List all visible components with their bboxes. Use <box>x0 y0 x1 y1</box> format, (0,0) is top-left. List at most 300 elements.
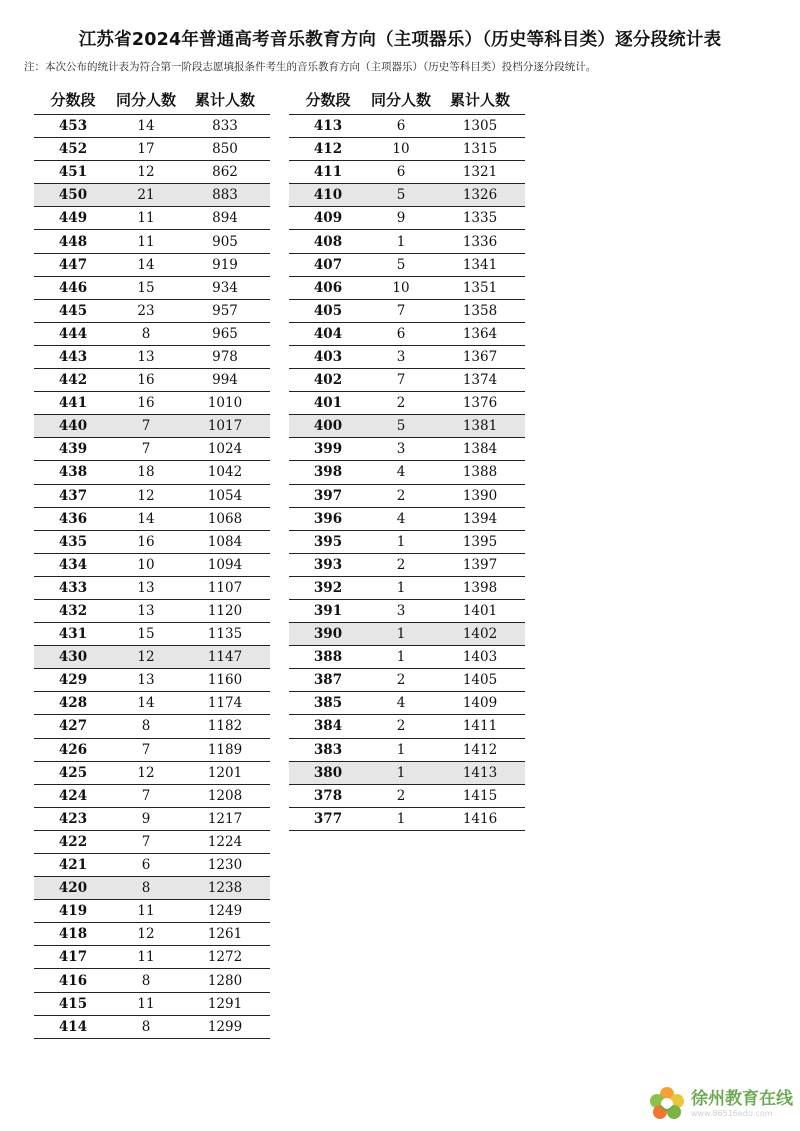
cell-score: 406 <box>313 279 343 296</box>
cell-score: 395 <box>313 533 343 550</box>
table-row <box>34 461 270 484</box>
cell-score: 432 <box>58 603 88 620</box>
cell-same-count: 8 <box>141 972 151 989</box>
cell-same-count: 6 <box>396 325 406 342</box>
cell-cumulative: 1010 <box>207 395 243 412</box>
cell-score: 405 <box>313 302 343 319</box>
cell-score: 453 <box>58 118 88 135</box>
cell-cumulative: 1376 <box>462 395 498 412</box>
table-row <box>34 739 270 762</box>
cell-cumulative: 1217 <box>207 810 243 827</box>
cell-cumulative: 1326 <box>462 187 498 204</box>
cell-score: 409 <box>313 210 343 227</box>
cell-score: 398 <box>313 464 343 481</box>
cell-cumulative: 1238 <box>207 880 243 897</box>
cell-cumulative: 1405 <box>462 672 498 689</box>
cell-score: 435 <box>58 533 88 550</box>
cell-score: 380 <box>313 764 343 781</box>
table-header <box>289 84 525 114</box>
cell-cumulative: 1084 <box>207 533 243 550</box>
cell-cumulative: 1341 <box>462 256 498 273</box>
cell-same-count: 8 <box>141 718 151 735</box>
cell-score: 433 <box>58 579 88 596</box>
cell-score: 396 <box>313 510 343 527</box>
cell-cumulative: 1024 <box>207 441 243 458</box>
table-row <box>289 392 525 415</box>
cell-score: 411 <box>313 164 343 181</box>
cell-same-count: 17 <box>137 141 155 158</box>
cell-same-count: 11 <box>137 903 155 920</box>
table-row <box>34 808 270 831</box>
table-row <box>289 762 525 785</box>
cell-same-count: 7 <box>141 833 151 850</box>
cell-cumulative: 1280 <box>207 972 243 989</box>
header-same-count: 同分人数 <box>115 90 176 109</box>
cell-score: 426 <box>58 741 88 758</box>
cell-score: 403 <box>313 348 343 365</box>
table-row <box>34 392 270 415</box>
cell-cumulative: 1416 <box>462 810 498 827</box>
cell-score: 392 <box>313 579 343 596</box>
table-row <box>34 323 270 346</box>
table-row <box>289 115 525 138</box>
cell-same-count: 7 <box>396 372 406 389</box>
table-row <box>34 485 270 508</box>
cell-score: 397 <box>313 487 343 504</box>
cell-score: 415 <box>58 995 88 1012</box>
cell-same-count: 11 <box>137 949 155 966</box>
cell-same-count: 14 <box>137 510 155 527</box>
cell-same-count: 5 <box>396 256 406 273</box>
table-row <box>289 207 525 230</box>
cell-score: 441 <box>58 395 88 412</box>
cell-cumulative: 1315 <box>462 141 498 158</box>
cell-score: 440 <box>58 418 88 435</box>
cell-cumulative: 1374 <box>462 372 498 389</box>
table-row <box>289 138 525 161</box>
table-row <box>34 115 270 138</box>
table-row <box>34 230 270 253</box>
table-row <box>34 531 270 554</box>
cell-cumulative: 1384 <box>462 441 498 458</box>
table-row <box>34 785 270 808</box>
cell-cumulative: 1182 <box>207 718 243 735</box>
cell-score: 401 <box>313 395 343 412</box>
flower-logo-icon <box>645 1084 689 1124</box>
table-body <box>34 114 270 1039</box>
cell-score: 444 <box>58 325 88 342</box>
cell-same-count: 5 <box>396 418 406 435</box>
cell-same-count: 8 <box>141 880 151 897</box>
cell-score: 452 <box>58 141 88 158</box>
cell-same-count: 12 <box>137 649 155 666</box>
watermark-name: 徐州教育在线 <box>691 1089 793 1109</box>
cell-cumulative: 1398 <box>462 579 498 596</box>
page-title: 江苏省2024年普通高考音乐教育方向（主项器乐）（历史等科目类）逐分段统计表 <box>78 30 722 50</box>
cell-cumulative: 1291 <box>207 995 243 1012</box>
cell-cumulative: 1224 <box>207 833 243 850</box>
cell-score: 436 <box>58 510 88 527</box>
header-same-count: 同分人数 <box>370 90 431 109</box>
cell-same-count: 4 <box>396 510 406 527</box>
cell-score: 421 <box>58 857 88 874</box>
cell-cumulative: 1054 <box>207 487 243 504</box>
table-row <box>34 184 270 207</box>
table-row <box>289 438 525 461</box>
cell-same-count: 11 <box>137 210 155 227</box>
cell-score: 419 <box>58 903 88 920</box>
cell-cumulative: 850 <box>212 141 238 158</box>
table-row <box>34 969 270 992</box>
table-row <box>289 739 525 762</box>
cell-score: 431 <box>58 626 88 643</box>
cell-cumulative: 1299 <box>207 1018 243 1035</box>
cell-cumulative: 905 <box>212 233 238 250</box>
cell-score: 391 <box>313 603 343 620</box>
cell-same-count: 2 <box>396 718 406 735</box>
table-row <box>289 461 525 484</box>
cell-same-count: 6 <box>396 118 406 135</box>
cell-cumulative: 1336 <box>462 233 498 250</box>
score-table-right <box>289 84 525 831</box>
cell-cumulative: 833 <box>212 118 238 135</box>
table-row <box>34 161 270 184</box>
cell-same-count: 3 <box>396 441 406 458</box>
table-header <box>34 84 270 114</box>
table-row <box>34 415 270 438</box>
cell-same-count: 2 <box>396 395 406 412</box>
table-row <box>34 692 270 715</box>
table-row <box>34 577 270 600</box>
cell-same-count: 13 <box>137 579 155 596</box>
table-row <box>34 207 270 230</box>
cell-same-count: 3 <box>396 603 406 620</box>
table-row <box>34 831 270 854</box>
table-row <box>289 669 525 692</box>
cell-same-count: 23 <box>137 302 155 319</box>
cell-cumulative: 1395 <box>462 533 498 550</box>
cell-cumulative: 1147 <box>207 649 243 666</box>
cell-same-count: 9 <box>396 210 406 227</box>
cell-score: 427 <box>58 718 88 735</box>
cell-same-count: 12 <box>137 164 155 181</box>
watermark <box>645 1083 795 1125</box>
cell-same-count: 1 <box>396 233 406 250</box>
cell-cumulative: 1367 <box>462 348 498 365</box>
table-row <box>289 577 525 600</box>
cell-cumulative: 1402 <box>462 626 498 643</box>
cell-score: 443 <box>58 348 88 365</box>
cell-same-count: 10 <box>392 141 410 158</box>
cell-cumulative: 1321 <box>462 164 498 181</box>
table-row <box>289 646 525 669</box>
table-row <box>289 369 525 392</box>
table-row <box>34 923 270 946</box>
cell-same-count: 5 <box>396 187 406 204</box>
cell-same-count: 2 <box>396 787 406 804</box>
table-row <box>289 485 525 508</box>
table-row <box>289 277 525 300</box>
table-row <box>289 184 525 207</box>
cell-cumulative: 1394 <box>462 510 498 527</box>
cell-cumulative: 1094 <box>207 556 243 573</box>
cell-score: 378 <box>313 787 343 804</box>
cell-same-count: 7 <box>141 787 151 804</box>
cell-score: 390 <box>313 626 343 643</box>
cell-score: 442 <box>58 372 88 389</box>
cell-same-count: 7 <box>141 418 151 435</box>
table-row <box>34 993 270 1016</box>
cell-cumulative: 1230 <box>207 857 243 874</box>
cell-same-count: 2 <box>396 556 406 573</box>
cell-same-count: 12 <box>137 926 155 943</box>
cell-same-count: 7 <box>396 302 406 319</box>
cell-score: 400 <box>313 418 343 435</box>
cell-same-count: 13 <box>137 348 155 365</box>
cell-score: 387 <box>313 672 343 689</box>
table-row <box>34 623 270 646</box>
table-row <box>34 669 270 692</box>
cell-score: 418 <box>58 926 88 943</box>
table-row <box>289 554 525 577</box>
cell-score: 437 <box>58 487 88 504</box>
cell-score: 417 <box>58 949 88 966</box>
cell-same-count: 1 <box>396 764 406 781</box>
cell-score: 416 <box>58 972 88 989</box>
cell-same-count: 10 <box>137 556 155 573</box>
cell-cumulative: 1135 <box>207 626 243 643</box>
score-table-left <box>34 84 270 1039</box>
cell-cumulative: 1381 <box>462 418 498 435</box>
cell-cumulative: 1068 <box>207 510 243 527</box>
table-row <box>34 646 270 669</box>
cell-same-count: 4 <box>396 464 406 481</box>
table-row <box>34 300 270 323</box>
cell-cumulative: 978 <box>212 348 238 365</box>
cell-score: 425 <box>58 764 88 781</box>
table-row <box>289 715 525 738</box>
cell-score: 422 <box>58 833 88 850</box>
cell-score: 412 <box>313 141 343 158</box>
table-row <box>34 138 270 161</box>
cell-same-count: 7 <box>141 441 151 458</box>
header-cumulative: 累计人数 <box>449 90 510 109</box>
cell-same-count: 11 <box>137 233 155 250</box>
cell-same-count: 12 <box>137 764 155 781</box>
cell-same-count: 1 <box>396 626 406 643</box>
cell-same-count: 2 <box>396 487 406 504</box>
cell-score: 430 <box>58 649 88 666</box>
cell-cumulative: 1249 <box>207 903 243 920</box>
cell-score: 445 <box>58 302 88 319</box>
cell-score: 449 <box>58 210 88 227</box>
cell-same-count: 1 <box>396 533 406 550</box>
cell-cumulative: 1412 <box>462 741 498 758</box>
cell-score: 410 <box>313 187 343 204</box>
table-row <box>289 508 525 531</box>
cell-cumulative: 1261 <box>207 926 243 943</box>
cell-same-count: 1 <box>396 741 406 758</box>
cell-same-count: 1 <box>396 649 406 666</box>
cell-cumulative: 1364 <box>462 325 498 342</box>
cell-same-count: 8 <box>141 325 151 342</box>
cell-same-count: 1 <box>396 810 406 827</box>
header-score: 分数段 <box>50 90 96 109</box>
cell-cumulative: 1017 <box>207 418 243 435</box>
cell-same-count: 15 <box>137 279 155 296</box>
cell-score: 407 <box>313 256 343 273</box>
cell-same-count: 1 <box>396 579 406 596</box>
table-row <box>34 369 270 392</box>
cell-score: 438 <box>58 464 88 481</box>
cell-cumulative: 934 <box>212 279 238 296</box>
cell-cumulative: 1401 <box>462 603 498 620</box>
cell-score: 420 <box>58 880 88 897</box>
table-row <box>289 300 525 323</box>
table-row <box>289 230 525 253</box>
cell-cumulative: 919 <box>212 256 238 273</box>
cell-same-count: 6 <box>141 857 151 874</box>
cell-score: 388 <box>313 649 343 666</box>
watermark-url: www.86516edu.com <box>691 1109 773 1118</box>
cell-cumulative: 1351 <box>462 279 498 296</box>
cell-same-count: 9 <box>141 810 151 827</box>
table-row <box>34 1016 270 1039</box>
cell-cumulative: 994 <box>212 372 238 389</box>
cell-cumulative: 1415 <box>462 787 498 804</box>
cell-score: 404 <box>313 325 343 342</box>
table-row <box>289 692 525 715</box>
cell-cumulative: 1120 <box>207 603 243 620</box>
table-row <box>34 900 270 923</box>
cell-cumulative: 1411 <box>462 718 498 735</box>
cell-cumulative: 1358 <box>462 302 498 319</box>
table-row <box>34 946 270 969</box>
cell-cumulative: 1335 <box>462 210 498 227</box>
cell-score: 446 <box>58 279 88 296</box>
cell-cumulative: 1189 <box>207 741 243 758</box>
cell-same-count: 14 <box>137 118 155 135</box>
cell-score: 393 <box>313 556 343 573</box>
cell-score: 429 <box>58 672 88 689</box>
table-row <box>34 508 270 531</box>
table-row <box>34 715 270 738</box>
table-row <box>34 438 270 461</box>
cell-score: 439 <box>58 441 88 458</box>
table-row <box>34 762 270 785</box>
cell-cumulative: 1397 <box>462 556 498 573</box>
cell-same-count: 14 <box>137 695 155 712</box>
cell-same-count: 2 <box>396 672 406 689</box>
cell-score: 385 <box>313 695 343 712</box>
cell-same-count: 16 <box>137 372 155 389</box>
table-row <box>289 600 525 623</box>
cell-same-count: 16 <box>137 395 155 412</box>
cell-same-count: 6 <box>396 164 406 181</box>
table-row <box>289 161 525 184</box>
cell-score: 413 <box>313 118 343 135</box>
cell-score: 451 <box>58 164 88 181</box>
cell-cumulative: 1409 <box>462 695 498 712</box>
cell-score: 448 <box>58 233 88 250</box>
cell-score: 383 <box>313 741 343 758</box>
cell-same-count: 15 <box>137 626 155 643</box>
cell-same-count: 11 <box>137 995 155 1012</box>
cell-cumulative: 1042 <box>207 464 243 481</box>
cell-cumulative: 862 <box>212 164 238 181</box>
cell-cumulative: 1390 <box>462 487 498 504</box>
cell-same-count: 13 <box>137 603 155 620</box>
table-row <box>34 554 270 577</box>
cell-same-count: 4 <box>396 695 406 712</box>
table-row <box>289 415 525 438</box>
cell-same-count: 13 <box>137 672 155 689</box>
cell-same-count: 8 <box>141 1018 151 1035</box>
cell-cumulative: 1272 <box>207 949 243 966</box>
cell-same-count: 18 <box>137 464 155 481</box>
header-score: 分数段 <box>305 90 351 109</box>
cell-same-count: 3 <box>396 348 406 365</box>
table-row <box>34 346 270 369</box>
table-row <box>34 254 270 277</box>
cell-cumulative: 1403 <box>462 649 498 666</box>
table-row <box>289 531 525 554</box>
cell-score: 414 <box>58 1018 88 1035</box>
cell-cumulative: 883 <box>212 187 238 204</box>
cell-same-count: 10 <box>392 279 410 296</box>
table-row <box>34 277 270 300</box>
cell-score: 447 <box>58 256 88 273</box>
table-row <box>289 785 525 808</box>
table-body <box>289 114 525 831</box>
table-row <box>289 623 525 646</box>
cell-cumulative: 965 <box>212 325 238 342</box>
cell-cumulative: 894 <box>212 210 238 227</box>
header-cumulative: 累计人数 <box>194 90 255 109</box>
cell-cumulative: 1174 <box>207 695 243 712</box>
table-row <box>34 854 270 877</box>
cell-cumulative: 1107 <box>207 579 243 596</box>
cell-cumulative: 1160 <box>207 672 243 689</box>
cell-score: 434 <box>58 556 88 573</box>
table-row <box>289 254 525 277</box>
cell-score: 408 <box>313 233 343 250</box>
cell-cumulative: 1305 <box>462 118 498 135</box>
cell-cumulative: 1388 <box>462 464 498 481</box>
cell-cumulative: 1201 <box>207 764 243 781</box>
table-row <box>289 346 525 369</box>
table-row <box>289 808 525 831</box>
cell-score: 428 <box>58 695 88 712</box>
cell-score: 450 <box>58 187 88 204</box>
table-row <box>34 877 270 900</box>
cell-cumulative: 957 <box>212 302 238 319</box>
table-note: 注：本次公布的统计表为符合第一阶段志愿填报条件考生的音乐教育方向（主项器乐）（历史等科目类）投档分逐分段统计。 <box>24 61 597 73</box>
cell-score: 402 <box>313 372 343 389</box>
cell-same-count: 16 <box>137 533 155 550</box>
cell-same-count: 7 <box>141 741 151 758</box>
cell-same-count: 21 <box>137 187 155 204</box>
cell-score: 399 <box>313 441 343 458</box>
cell-score: 377 <box>313 810 343 827</box>
table-row <box>289 323 525 346</box>
table-row <box>34 600 270 623</box>
cell-score: 423 <box>58 810 88 827</box>
cell-same-count: 12 <box>137 487 155 504</box>
cell-same-count: 14 <box>137 256 155 273</box>
cell-score: 384 <box>313 718 343 735</box>
cell-cumulative: 1413 <box>462 764 498 781</box>
